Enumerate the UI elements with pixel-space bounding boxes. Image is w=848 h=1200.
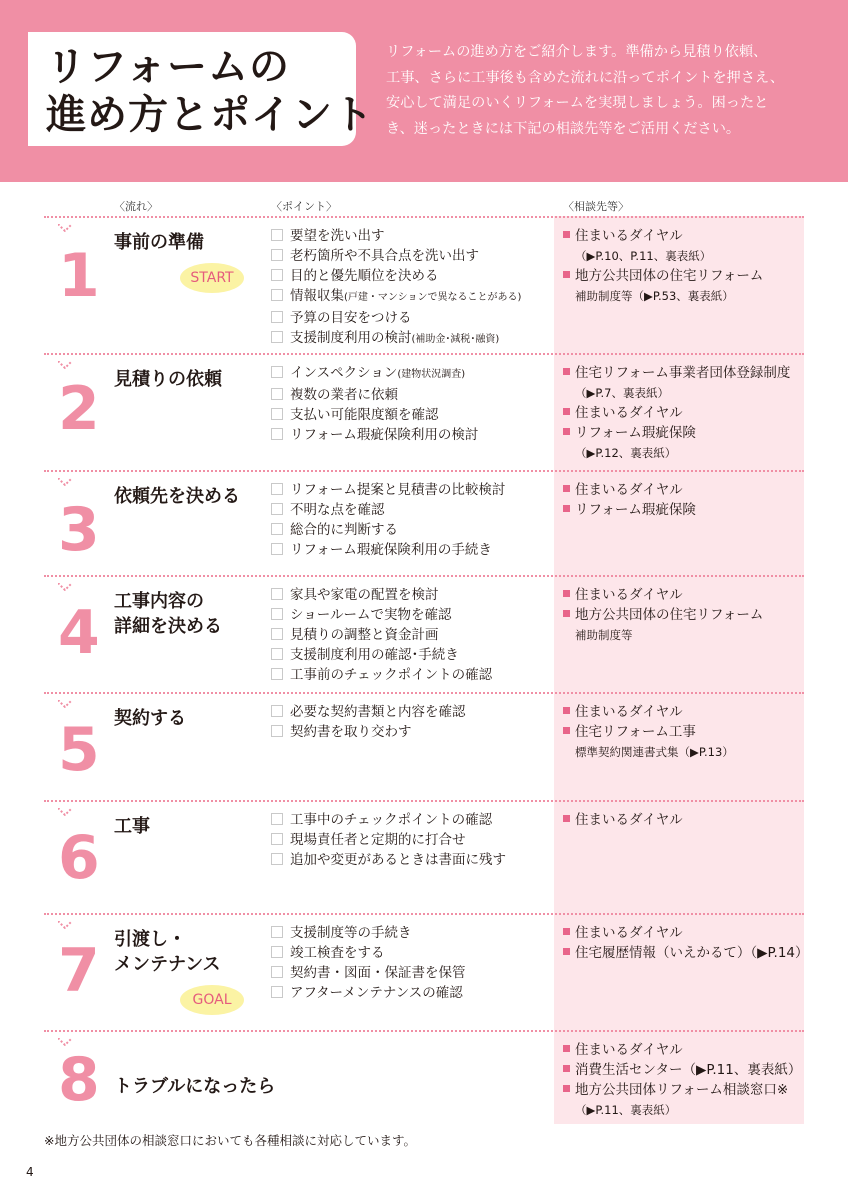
consult-text: 消費生活センター（▶P.11、裏表紙） <box>575 1062 802 1078</box>
consult-subtext: 補助制度等 <box>575 628 633 642</box>
checkbox-icon[interactable] <box>271 853 283 865</box>
checkbox-icon[interactable] <box>271 725 283 737</box>
header-banner <box>0 0 848 182</box>
consult-text: 住宅履歴情報（いえかるて）（▶P.14） <box>575 945 809 961</box>
point-item <box>271 226 521 246</box>
step-divider <box>44 575 804 577</box>
point-text: 支払い可能限度額を確認 <box>290 407 439 423</box>
point-note: (建物状況調査) <box>397 369 466 380</box>
checkbox-icon[interactable] <box>271 366 283 378</box>
consult-subtext: （▶P.12、裏表紙） <box>575 446 677 460</box>
bullet-square-icon <box>563 505 570 512</box>
checkbox-icon[interactable] <box>271 331 283 343</box>
checkbox-icon[interactable] <box>271 966 283 978</box>
divider-notch <box>58 471 72 479</box>
point-item <box>271 722 466 742</box>
bullet-square-icon <box>563 428 570 435</box>
checkbox-icon[interactable] <box>271 289 283 301</box>
consult-item <box>563 1080 801 1100</box>
bullet-square-icon <box>563 928 570 935</box>
point-item <box>271 363 478 385</box>
points-list <box>271 363 478 445</box>
point-item <box>271 286 521 308</box>
point-item <box>271 308 521 328</box>
title-box <box>28 32 374 146</box>
checkbox-icon[interactable] <box>271 269 283 281</box>
consult-text: 住まいるダイヤル <box>575 482 683 498</box>
point-text: 目的と優先順位を決める <box>290 268 439 284</box>
point-item <box>271 328 521 350</box>
point-item <box>271 405 478 425</box>
consult-text: 住まいるダイヤル <box>575 405 683 421</box>
consult-item <box>563 266 763 286</box>
point-note: (戸建・マンションで異なることがある) <box>344 292 522 303</box>
checkbox-icon[interactable] <box>271 648 283 660</box>
bullet-square-icon <box>563 727 570 734</box>
step-number: 1 <box>58 241 100 311</box>
consult-item <box>563 226 763 246</box>
intro-line: 安心して満足のいくリフォームを実現しましょう。困ったと <box>386 95 769 111</box>
point-note: (補助金･減税･融資) <box>411 334 500 345</box>
point-text: 不明な点を確認 <box>290 502 385 518</box>
start-badge: START <box>180 263 244 293</box>
step-name: 契約する <box>114 708 186 729</box>
point-item <box>271 850 506 870</box>
page-number: 4 <box>26 1165 34 1179</box>
consult-text: 地方公共団体リフォーム相談窓口※ <box>575 1082 789 1098</box>
point-text: 竣工検査をする <box>290 945 385 961</box>
consult-text: 住宅リフォーム工事 <box>575 724 696 740</box>
points-column-header: 〈ポイント〉 <box>271 200 337 213</box>
step-number: 5 <box>58 715 100 785</box>
step-number: 3 <box>58 495 100 565</box>
flow-column-header: 〈流れ〉 <box>114 200 158 213</box>
point-text: リフォーム瑕疵保険利用の手続き <box>290 542 492 558</box>
point-text: 契約書・図面・保証書を保管 <box>290 965 466 981</box>
checkbox-icon[interactable] <box>271 588 283 600</box>
consult-text: 住まいるダイヤル <box>575 925 683 941</box>
consult-subtext: 補助制度等（▶P.53、裏表紙） <box>575 289 734 303</box>
point-text: 工事中のチェックポイントの確認 <box>290 812 493 828</box>
step-divider <box>44 216 804 218</box>
consult-text: 住まいるダイヤル <box>575 704 683 720</box>
point-item <box>271 425 478 445</box>
bullet-square-icon <box>563 707 570 714</box>
bullet-square-icon <box>563 590 570 597</box>
consult-list <box>563 480 696 520</box>
point-item <box>271 830 506 850</box>
point-item <box>271 983 466 1003</box>
checkbox-icon[interactable] <box>271 428 283 440</box>
step-name: トラブルになったら <box>114 1076 276 1097</box>
step-name: 事前の準備 <box>114 232 204 253</box>
point-text: 総合的に判断する <box>290 522 398 538</box>
consult-item <box>563 722 734 742</box>
consult-item <box>563 500 696 520</box>
consult-item <box>563 923 809 943</box>
point-text: 支援制度等の手続き <box>290 925 412 941</box>
checkbox-icon[interactable] <box>271 388 283 400</box>
consult-item <box>563 810 683 830</box>
point-text: 工事前のチェックポイントの確認 <box>290 667 493 683</box>
consult-text: 住宅リフォーム事業者団体登録制度 <box>575 365 791 381</box>
consult-subtext: （▶P.10、P.11、裏表紙） <box>575 249 712 263</box>
checkbox-icon[interactable] <box>271 311 283 323</box>
points-list <box>271 702 466 742</box>
divider-notch <box>58 914 72 922</box>
step-divider <box>44 913 804 915</box>
intro-line: き、迷ったときには下記の相談先等をご活用ください。 <box>386 120 741 137</box>
consult-item <box>563 1060 801 1080</box>
point-text: 見積りの調整と資金計画 <box>290 627 439 643</box>
point-item <box>271 520 505 540</box>
point-text: アフターメンテナンスの確認 <box>290 985 463 1001</box>
point-text: 契約書を取り交わす <box>290 724 412 740</box>
points-list <box>271 585 492 685</box>
point-item <box>271 665 492 685</box>
step-number: 4 <box>58 598 100 668</box>
point-item <box>271 963 466 983</box>
consult-list <box>563 363 790 463</box>
bullet-square-icon <box>563 815 570 822</box>
point-item <box>271 702 466 722</box>
step-name: 詳細を決める <box>114 616 222 637</box>
checkbox-icon[interactable] <box>271 946 283 958</box>
consult-text: リフォーム瑕疵保険 <box>575 425 696 441</box>
step-divider <box>44 692 804 694</box>
point-text: 予算の目安をつける <box>290 310 412 326</box>
step-name: 工事 <box>114 816 150 837</box>
bullet-square-icon <box>563 408 570 415</box>
point-item <box>271 943 466 963</box>
point-text: 現場責任者と定期的に打合せ <box>290 832 466 848</box>
point-item <box>271 605 492 625</box>
consult-list <box>563 226 763 306</box>
bullet-square-icon <box>563 1065 570 1072</box>
checkbox-icon[interactable] <box>271 705 283 717</box>
point-text: 情報収集 <box>290 288 344 304</box>
consult-item <box>563 423 790 443</box>
point-item <box>271 480 505 500</box>
consult-text: 住まいるダイヤル <box>575 587 683 603</box>
consult-item <box>563 943 809 963</box>
point-text: 複数の業者に依頼 <box>290 387 398 403</box>
checkbox-icon[interactable] <box>271 503 283 515</box>
intro-line: 工事、さらに工事後も含めた流れに沿ってポイントを押さえ、 <box>386 69 785 86</box>
checkbox-icon[interactable] <box>271 986 283 998</box>
consult-subtext: （▶P.11、裏表紙） <box>575 1103 677 1117</box>
point-text: 支援制度利用の確認･手続き <box>290 647 459 663</box>
point-item <box>271 923 466 943</box>
consult-list <box>563 585 763 645</box>
point-text: 要望を洗い出す <box>290 228 385 244</box>
bullet-square-icon <box>563 1085 570 1092</box>
step-number: 8 <box>58 1045 100 1115</box>
point-item <box>271 585 492 605</box>
checkbox-icon[interactable] <box>271 813 283 825</box>
consult-subtext: （▶P.7、裏表紙） <box>575 386 669 400</box>
bullet-square-icon <box>563 485 570 492</box>
checkbox-icon[interactable] <box>271 408 283 420</box>
divider-notch <box>58 693 72 701</box>
checkbox-icon[interactable] <box>271 483 283 495</box>
divider-notch <box>58 354 72 362</box>
point-item <box>271 246 521 266</box>
page-title-line2: 進め方とポイント <box>46 92 374 138</box>
step-name: メンテナンス <box>114 954 221 975</box>
checkbox-icon[interactable] <box>271 668 283 680</box>
bullet-square-icon <box>563 948 570 955</box>
consult-text: 住まいるダイヤル <box>575 812 683 828</box>
divider-notch <box>58 576 72 584</box>
checkbox-icon[interactable] <box>271 608 283 620</box>
checkbox-icon[interactable] <box>271 249 283 261</box>
points-list <box>271 480 505 560</box>
consult-text: 住まいるダイヤル <box>575 1042 683 1058</box>
bullet-square-icon <box>563 1045 570 1052</box>
divider-notch <box>58 1031 72 1039</box>
consult-subtext: 標準契約関連書式集（▶P.13） <box>575 745 734 759</box>
consult-text: リフォーム瑕疵保険 <box>575 502 696 518</box>
step-name: 依頼先を決める <box>114 486 240 507</box>
bullet-square-icon <box>563 231 570 238</box>
step-divider <box>44 1030 804 1032</box>
step-divider <box>44 470 804 472</box>
bullet-square-icon <box>563 271 570 278</box>
step-number: 2 <box>58 374 100 444</box>
checkbox-icon[interactable] <box>271 229 283 241</box>
point-text: リフォーム瑕疵保険利用の検討 <box>290 427 479 443</box>
point-item <box>271 500 505 520</box>
consult-list <box>563 1040 801 1120</box>
checkbox-icon[interactable] <box>271 543 283 555</box>
checkbox-icon[interactable] <box>271 926 283 938</box>
step-divider <box>44 353 804 355</box>
step-name: 工事内容の <box>114 591 204 612</box>
divider-notch <box>58 217 72 225</box>
point-item <box>271 645 492 665</box>
step-name: 引渡し・ <box>114 929 186 950</box>
bullet-square-icon <box>563 610 570 617</box>
point-item <box>271 625 492 645</box>
point-text: インスペクション <box>290 365 398 381</box>
points-list <box>271 226 521 350</box>
checkbox-icon[interactable] <box>271 523 283 535</box>
consult-item <box>563 363 790 383</box>
footnote: ※地方公共団体の相談窓口においても各種相談に対応しています。 <box>44 1133 416 1148</box>
consult-list <box>563 810 683 830</box>
point-item <box>271 385 478 405</box>
intro-text <box>386 40 826 142</box>
consult-text: 地方公共団体の住宅リフォーム <box>575 607 764 623</box>
consult-item <box>563 605 763 625</box>
points-list <box>271 923 466 1003</box>
goal-badge: GOAL <box>180 985 244 1015</box>
point-text: 必要な契約書類と内容を確認 <box>290 704 466 720</box>
point-item <box>271 266 521 286</box>
consult-item <box>563 1040 801 1060</box>
checkbox-icon[interactable] <box>271 628 283 640</box>
step-name: 見積りの依頼 <box>114 369 222 390</box>
step-number: 7 <box>58 936 100 1006</box>
consult-list <box>563 702 734 762</box>
point-text: リフォーム提案と見積書の比較検討 <box>290 482 506 498</box>
consult-column-header: 〈相談先等〉 <box>563 200 629 213</box>
point-text: 家具や家電の配置を検討 <box>290 587 439 603</box>
consult-item <box>563 403 790 423</box>
page-title-line1: リフォームの <box>46 44 290 90</box>
step-divider <box>44 800 804 802</box>
point-text: ショールームで実物を確認 <box>290 607 452 623</box>
consult-item <box>563 702 734 722</box>
point-text: 追加や変更があるときは書面に残す <box>290 852 506 868</box>
checkbox-icon[interactable] <box>271 833 283 845</box>
consult-item <box>563 585 763 605</box>
point-item <box>271 540 505 560</box>
consult-text: 地方公共団体の住宅リフォーム <box>575 268 764 284</box>
consult-list <box>563 923 809 963</box>
point-item <box>271 810 506 830</box>
divider-notch <box>58 801 72 809</box>
consult-text: 住まいるダイヤル <box>575 228 683 244</box>
consult-item <box>563 480 696 500</box>
point-text: 支援制度利用の検討 <box>290 330 412 346</box>
point-text: 老朽箇所や不具合点を洗い出す <box>290 248 479 264</box>
intro-line: リフォームの進め方をご紹介します。準備から見積り依頼、 <box>386 44 768 60</box>
bullet-square-icon <box>563 368 570 375</box>
step-number: 6 <box>58 823 100 893</box>
points-list <box>271 810 506 870</box>
